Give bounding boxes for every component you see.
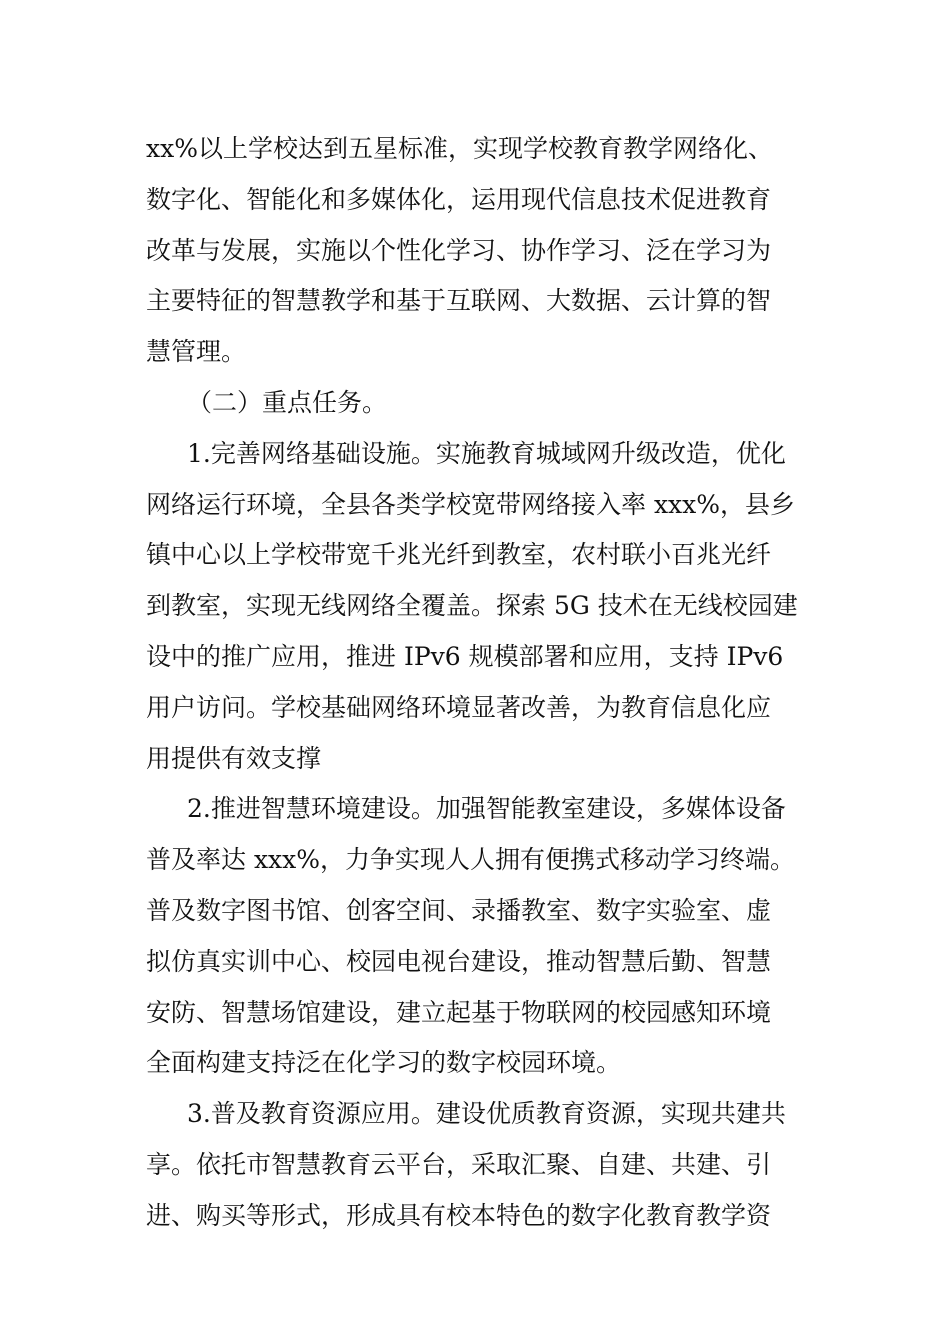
paragraph-task-3: [146, 1089, 808, 1241]
text-line: 到教室，实现无线网络全覆盖。探索 5G 技术在无线校园建: [146, 591, 798, 621]
document-body: [146, 124, 808, 1242]
text-line: 3.普及教育资源应用。建设优质教育资源，实现共建共: [187, 1099, 786, 1129]
text-line: 主要特征的智慧教学和基于互联网、大数据、云计算的智: [146, 286, 772, 316]
text-line: 网络运行环境，全县各类学校宽带网络接入率 xxx%，县乡: [146, 489, 796, 519]
paragraph-task-1: [146, 429, 808, 785]
text-line: 进、购买等形式，形成具有校本特色的数字化教育教学资: [146, 1200, 772, 1230]
text-line: 普及率达 xxx%，力争实现人人拥有便携式移动学习终端。: [146, 845, 796, 875]
text-line: 2.推进智慧环境建设。加强智能教室建设，多媒体设备: [187, 794, 786, 824]
text-line: 普及数字图书馆、创客空间、录播教室、数字实验室、虚: [146, 895, 772, 925]
text-line: 慧管理。: [146, 337, 247, 367]
text-line: 享。依托市智慧教育云平台，采取汇聚、自建、共建、引: [146, 1149, 772, 1179]
text-line: 拟仿真实训中心、校园电视台建设，推动智慧后勤、智慧: [146, 946, 772, 976]
text-line: 全面构建支持泛在化学习的数字校园环境。: [146, 1048, 622, 1078]
paragraph-task-2: [146, 784, 808, 1089]
section-heading: [146, 378, 808, 429]
paragraph-intro-continued: [146, 124, 808, 378]
text-line: 用户访问。学校基础网络环境显著改善，为教育信息化应: [146, 692, 772, 722]
text-line: 数字化、智能化和多媒体化，运用现代信息技术促进教育: [146, 184, 772, 214]
text-line: 1.完善网络基础设施。实施教育城域网升级改造，优化: [187, 438, 786, 468]
text-line: xx%以上学校达到五星标准，实现学校教育教学网络化、: [146, 134, 773, 163]
text-line: 安防、智慧场馆建设，建立起基于物联网的校园感知环境: [146, 997, 772, 1027]
text-line: 设中的推广应用，推进 IPv6 规模部署和应用，支持 IPv6: [146, 641, 784, 671]
text-line: （二）重点任务。: [187, 387, 388, 417]
text-line: 镇中心以上学校带宽千兆光纤到教室，农村联小百兆光纤: [146, 540, 772, 570]
text-line: 改革与发展，实施以个性化学习、协作学习、泛在学习为: [146, 235, 772, 265]
text-line: 用提供有效支撑: [146, 743, 322, 773]
